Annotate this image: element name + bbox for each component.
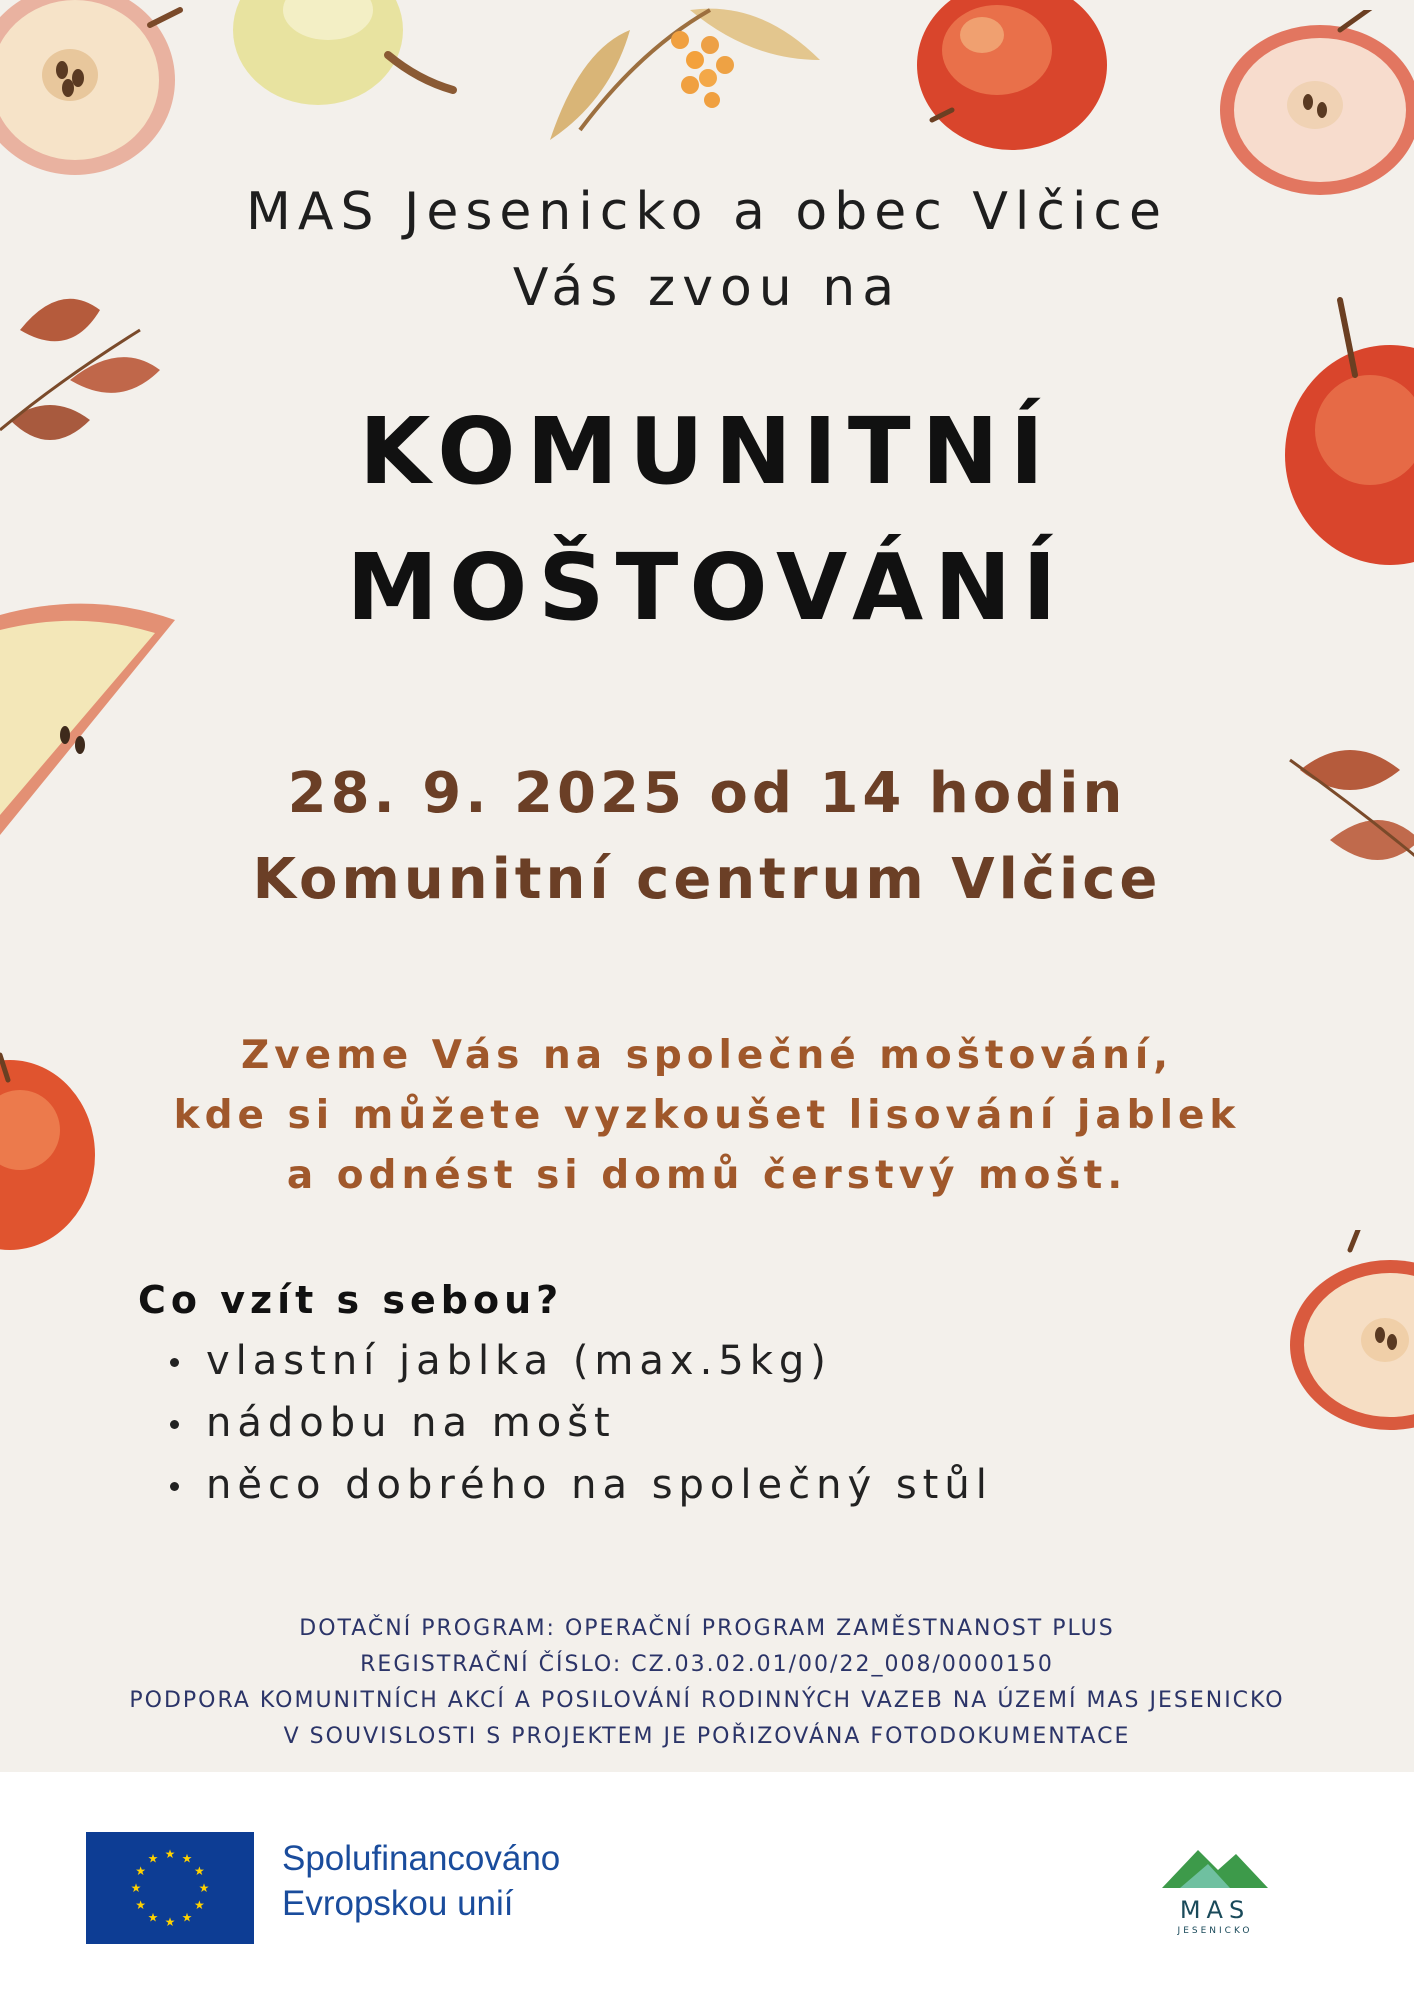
invitation-line-2: kde si můžete vyzkoušet lisování jablek <box>173 1093 1241 1138</box>
eu-star-icon: ★ <box>147 1910 159 1925</box>
eu-flag-icon <box>86 1832 254 1944</box>
event-place: Komunitní centrum Vlčice <box>252 847 1162 912</box>
eu-star-icon: ★ <box>194 1864 205 1878</box>
funding-registration: REGISTRAČNÍ ČÍSLO: CZ.03.02.01/00/22_008/0000150 <box>360 1652 1054 1677</box>
eu-cofunding-text <box>282 1836 560 1926</box>
eu-star-icon: ★ <box>135 1898 146 1912</box>
intro-line-2: Vás zvou na <box>512 258 902 318</box>
intro-line-1: MAS Jesenicko a obec Vlčice <box>246 182 1168 242</box>
pear-icon <box>228 0 468 140</box>
leaf-branch-icon <box>540 0 830 160</box>
bring-heading: Co vzít s sebou? <box>138 1278 564 1322</box>
funding-program: DOTAČNÍ PROGRAM: OPERAČNÍ PROGRAM ZAMĚSTNANOST PLUS <box>299 1616 1115 1641</box>
eu-star-icon: ★ <box>181 1851 193 1866</box>
apple-half-icon <box>1210 10 1414 200</box>
apple-half-icon <box>0 0 210 200</box>
invitation-line-3: a odnést si domů čerstvý mošt. <box>286 1153 1128 1198</box>
mas-logo-subtext: JESENICKO <box>1177 1926 1253 1936</box>
mas-logo-text: MAS <box>1179 1896 1251 1924</box>
title-line-2: MOŠTOVÁNÍ <box>346 534 1068 641</box>
apple-icon <box>912 0 1112 160</box>
bring-list <box>170 1340 993 1526</box>
eu-star-icon: ★ <box>130 1881 142 1895</box>
list-item: vlastní jablka (max.5kg) <box>170 1340 993 1402</box>
invitation-line-1: Zveme Vás na společné moštování, <box>240 1033 1174 1078</box>
list-item: nádobu na mošt <box>170 1402 993 1464</box>
eu-line-2: Evropskou unií <box>282 1884 514 1923</box>
eu-star-icon: ★ <box>164 1847 176 1861</box>
apple-half-icon <box>1290 1230 1414 1430</box>
eu-line-1: Spolufinancováno <box>282 1839 561 1878</box>
funding-photo-notice: V SOUVISLOSTI S PROJEKTEM JE POŘIZOVÁNA FOTODOKUMENTACE <box>283 1724 1131 1749</box>
eu-star-icon: ★ <box>164 1915 176 1929</box>
title-line-1: KOMUNITNÍ <box>359 398 1055 505</box>
eu-star-icon: ★ <box>147 1851 159 1866</box>
mas-mountain-logo <box>1160 1836 1270 1936</box>
eu-star-icon: ★ <box>181 1910 193 1925</box>
event-datetime: 28. 9. 2025 od 14 hodin <box>287 761 1127 826</box>
eu-star-icon: ★ <box>135 1864 146 1878</box>
list-item: něco dobrého na společný stůl <box>170 1464 993 1526</box>
eu-star-icon: ★ <box>198 1881 210 1895</box>
eu-star-icon: ★ <box>194 1898 205 1912</box>
funding-support: PODPORA KOMUNITNÍCH AKCÍ A POSILOVÁNÍ RODINNÝCH VAZEB NA ÚZEMÍ MAS JESENICKO <box>129 1688 1285 1713</box>
